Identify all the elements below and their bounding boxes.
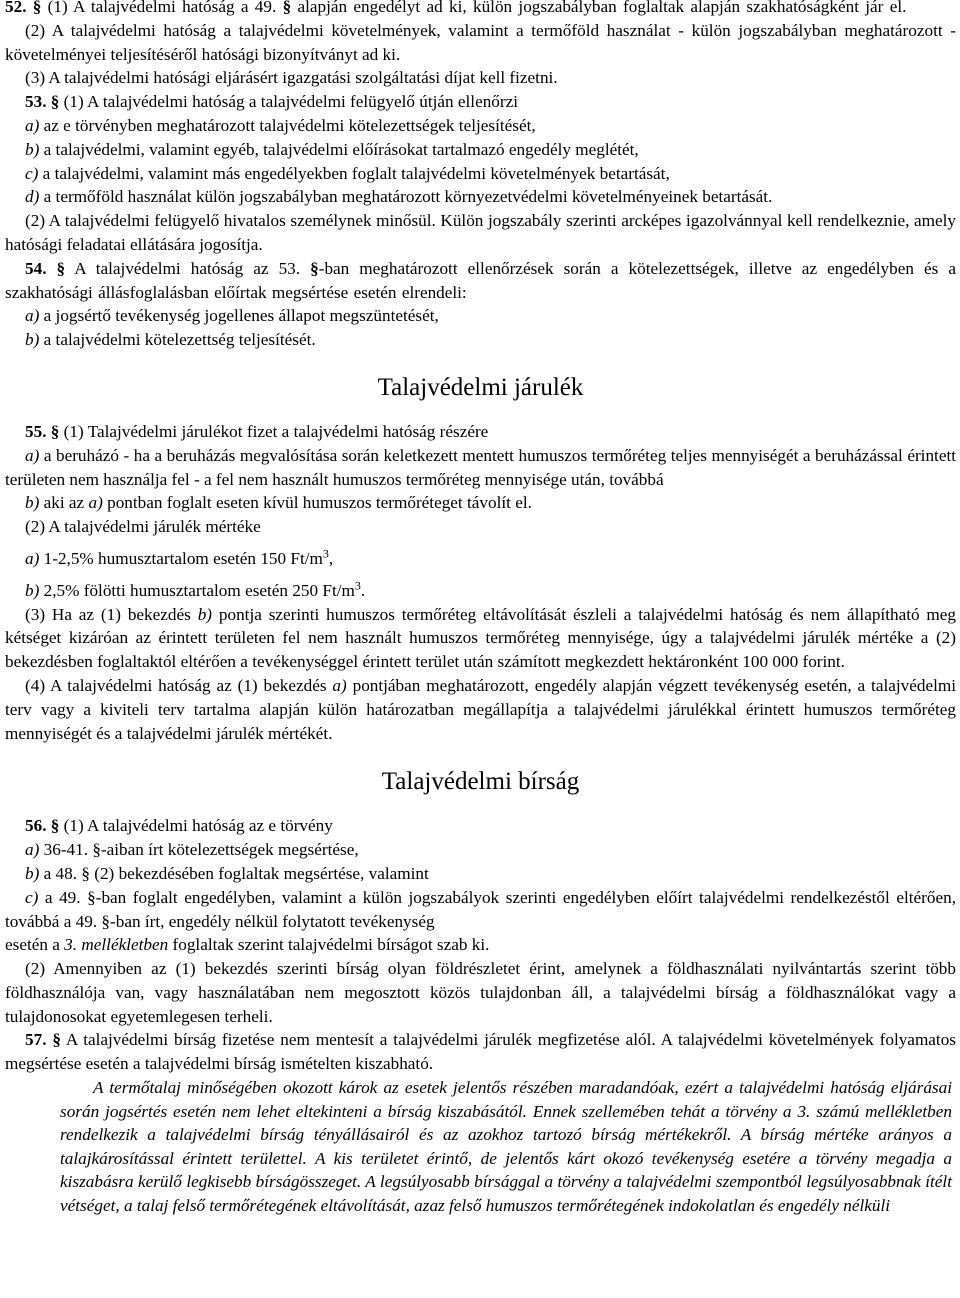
section-55-paragraph-3: (3) Ha az (1) bekezdés b) pontja szerinti humuszos termőréteg eltávolítását észleli a talajvédelmi hatóság és nem állapítható meg kétséget kizáróan az érintett területen fel nem használt humuszos termőréteg mennyisége, úgy a talajvédelmi járulék mértéke a (2) bekezdésben foglaltaktól eltérően a tevékenységgel érintett terület után számított megkezdett hektáronként 100 000 forint. bbox=[5, 604, 957, 672]
section-number: 54. bbox=[25, 258, 47, 278]
section-54-intro: 54. § A talajvédelmi hatóság az 53. §-ban meghatározott ellenőrzések során a kötelezettségek, illetve az engedélyben és a szakhatósági állásfoglalásban előírtak megsértése esetén elrendeli: bbox=[5, 258, 957, 302]
section-52-paragraph-1: 52. § (1) A talajvédelmi hatóság a 49. § alapján engedélyt ad ki, külön jogszabályban foglaltak alapján szakhatóságként jár el. bbox=[5, 0, 956, 19]
list-item: b) a 48. § (2) bekezdésében foglaltak megsértése, valamint bbox=[25, 863, 429, 883]
section-57-paragraph: 57. § A talajvédelmi bírság fizetése nem mentesít a talajvédelmi járulék megfizetése alól. A talajvédelmi követelmények folyamatos megsértése esetén a talajvédelmi bírság ismételten kiszabható. bbox=[5, 1030, 956, 1074]
section-sign: § bbox=[50, 92, 60, 112]
section-55-intro: 55. § (1) Talajvédelmi járulékot fizet a talajvédelmi hatóság részére bbox=[25, 421, 489, 441]
section-heading: Talajvédelmi járulék bbox=[377, 373, 584, 401]
section-52-paragraph-2: (2) A talajvédelmi hatóság a talajvédelmi követelmények, valamint a termőföld használat - külön jogszabályban meghatározott - követelményei teljesítéséről hatósági bizonyítványt ad ki. bbox=[5, 20, 956, 64]
section-sign: § bbox=[310, 258, 319, 278]
section-sign: § bbox=[50, 816, 60, 836]
section-53-intro: 53. § (1) A talajvédelmi hatóság a talajvédelmi felügyelő útján ellenőrzi bbox=[25, 92, 519, 112]
section-sign: § bbox=[282, 0, 292, 16]
commentary-note: A termőtalaj minőségében okozott károk az esetek jelentős részében maradandóak, ezért a talajvédelmi hatóság eljárásai során jogsértés esetén nem lehet eltekinteni a bírság kiszabásától. Ennek szellemében tehát a törvény a 3. számú mellékletben rendelkezik a talajvédelmi bírság tényállásairól és az azokhoz tartozó bírság mértékekről. A bírság mértéke arányos a talajkárosítással érintett területtel. A kis területet érintő, de jelentős kárt okozó tevékenység esetére a törvény megadja a kiszabásra kerülő legkisebb bírságösszeget. A legsúlyosabb bírsággal a törvény a talajvédelmi szempontból legsúlyosabbnak ítélt vétséget, a talaj felső termőrétegének eltávolítását, azaz felső humuszos termőrétegének indokolatlan és engedély nélküli bbox=[60, 1078, 952, 1216]
section-56-paragraph-2: (2) Amennyiben az (1) bekezdés szerinti bírság olyan földrészletet érint, amelynek a földhasználati nyilvántartás szerint több földhasználója van, vagy használatában nem megosztott közös tulajdonban áll, a talajvédelmi bírság a földhasználókat vagy a tulajdonosokat egyetemlegesen terheli. bbox=[5, 959, 956, 1026]
section-sign: § bbox=[50, 421, 60, 441]
list-item: a) a jogsértő tevékenység jogellenes állapot megszüntetését, bbox=[25, 306, 439, 326]
list-item: a) az e törvényben meghatározott talajvédelmi kötelezettségek teljesítését, bbox=[25, 115, 536, 135]
section-number: 55. bbox=[25, 421, 47, 441]
section-sign: § bbox=[32, 0, 42, 16]
list-item: b) a talajvédelmi kötelezettség teljesítését. bbox=[25, 330, 316, 350]
rate-item: a) 1-2,5% humusztartalom esetén 150 $Ft/m^3$, bbox=[25, 546, 334, 568]
section-number: 52. bbox=[5, 0, 27, 16]
section-number: 57. bbox=[25, 1030, 47, 1050]
section-53-paragraph-2: (2) A talajvédelmi felügyelő hivatalos személynek minősül. Külön jogszabály szerinti arcképes igazolvánnyal kell rendelkeznie, amely hatósági feladatai ellátására jogosítja. bbox=[5, 211, 956, 254]
section-55-paragraph-4: (4) A talajvédelmi hatóság az (1) bekezdés a) pontjában meghatározott, engedély alapján végzett tevékenység esetén, a talajvédelmi terv vagy a kiviteli terv tartalma alapján külön határozatban megállapítja a talajvédelmi járulékkal érintett humuszos termőréteg mennyiségét és a talajvédelmi járulék mértékét. bbox=[5, 675, 956, 743]
section-number: 53. bbox=[25, 92, 47, 112]
section-55-paragraph-2: (2) A talajvédelmi járulék mértéke bbox=[25, 517, 261, 537]
list-item: a) 36-41. §-aiban írt kötelezettségek megsértése, bbox=[25, 840, 359, 860]
rate-item: b) 2,5% fölötti humusztartalom esetén 250 $Ft/m^3$. bbox=[25, 578, 366, 600]
section-number: 56. bbox=[25, 816, 47, 836]
list-item: b) a talajvédelmi, valamint egyéb, talajvédelmi előírásokat tartalmazó engedély meglétét, bbox=[25, 139, 639, 159]
list-item: c) a 49. §-ban foglalt engedélyben, valamint a külön jogszabályok szerinti engedélyben előírt talajvédelmi rendelkezéstől eltérően, továbbá a 49. §-ban írt, engedély nélkül folytatott tevékenység bbox=[5, 887, 956, 931]
list-item: d) a termőföld használat külön jogszabályban meghatározott környezetvédelmi követelményeinek betartását. bbox=[25, 187, 773, 207]
section-heading: Talajvédelmi bírság bbox=[381, 768, 580, 796]
section-sign: § bbox=[56, 258, 66, 278]
section-56-intro: 56. § (1) A talajvédelmi hatóság az e törvény bbox=[25, 816, 333, 836]
list-item-continuation: esetén a 3. mellékletben foglaltak szerint talajvédelmi bírságot szab ki. bbox=[5, 935, 490, 955]
list-item: c) a talajvédelmi, valamint más engedélyekben foglalt talajvédelmi követelmények betartását, bbox=[25, 163, 670, 183]
list-item: a) a beruházó - ha a beruházás megvalósítása során keletkezett mentett humuszos termőréteg teljes mennyiségét a beruházással érintett területen nem használja fel - a fel nem használt humuszos termőréteg mennyisége után, továbbá bbox=[5, 445, 956, 489]
list-item: b) aki az a) pontban foglalt eseten kívül humuszos termőréteget távolít el. bbox=[25, 493, 532, 513]
section-sign: § bbox=[52, 1030, 61, 1050]
section-52-paragraph-3: (3) A talajvédelmi hatósági eljárásért igazgatási szolgáltatási díjat kell fizetni. bbox=[25, 68, 558, 88]
